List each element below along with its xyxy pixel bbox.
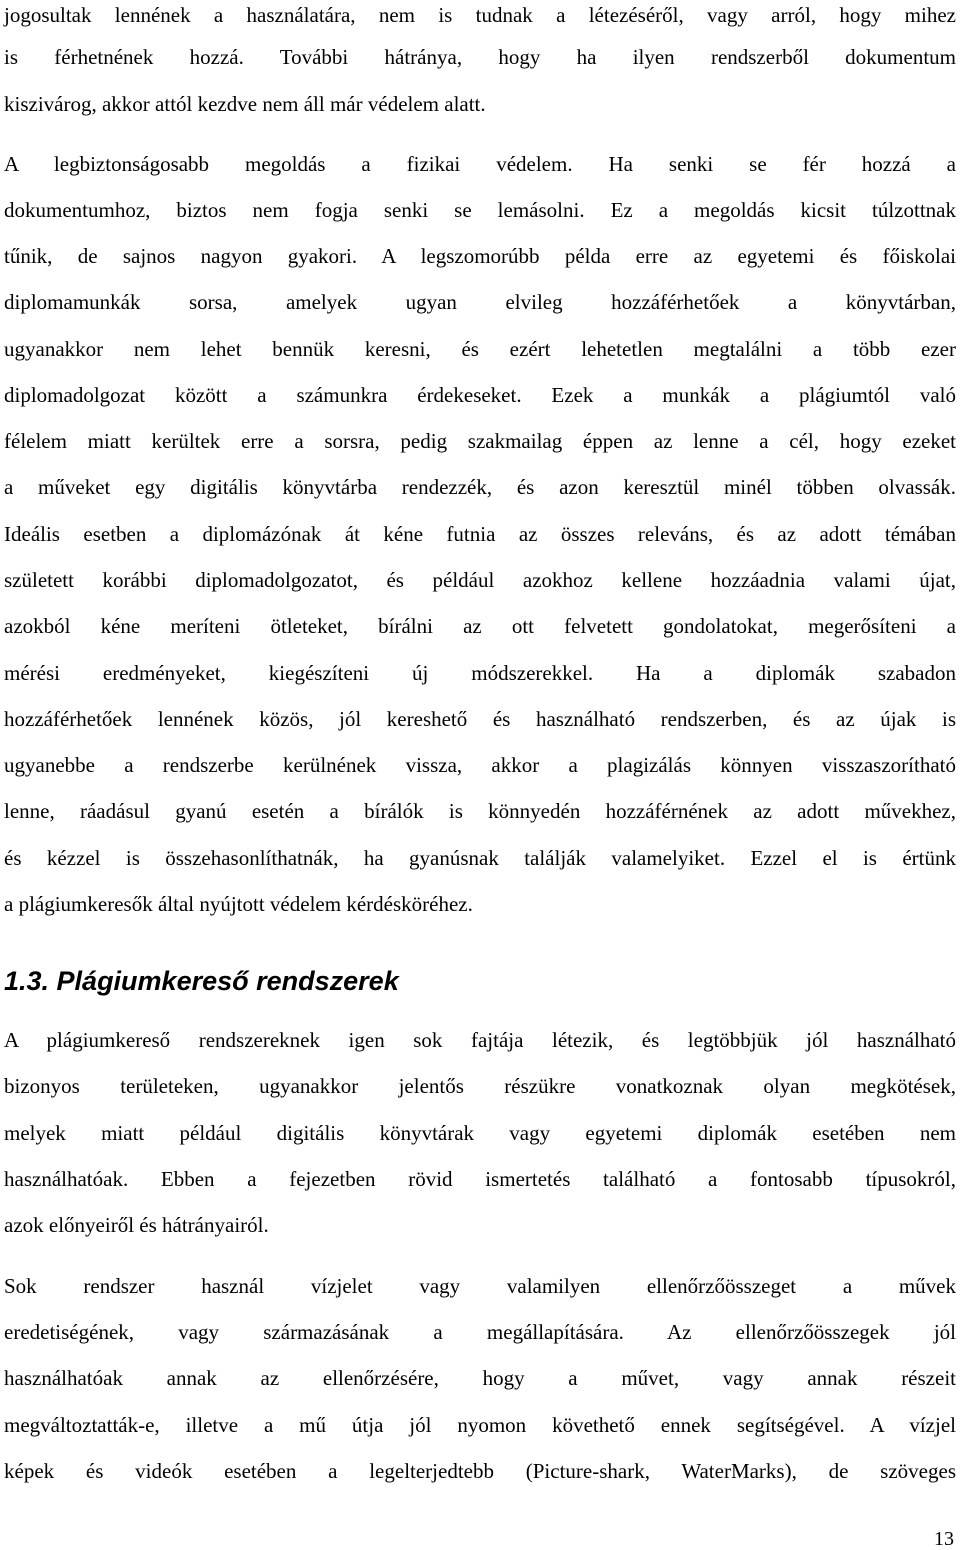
text-line: Ideális esetben a diplomázónak át kéne futnia az összes releváns, és az adott témában — [4, 522, 956, 546]
text-line: képek és videók esetében a legelterjedtebb (Picture-shark, WaterMarks), de szöveges — [4, 1459, 956, 1483]
text-line: lenne, ráadásul gyanú esetén a bírálók is könnyedén hozzáférnének az adott művekhez, — [4, 799, 956, 823]
text-line: ugyanebbe a rendszerbe kerülnének vissza, akkor a plagizálás könnyen visszaszorítható — [4, 753, 956, 777]
text-line: használhatóak. Ebben a fejezetben rövid ismertetés található a fontosabb típusokról, — [4, 1167, 956, 1191]
text-line: melyek miatt például digitális könyvtárak vagy egyetemi diplomák esetében nem — [4, 1121, 956, 1145]
text-line: megváltoztatták-e, illetve a mű útja jól nyomon követhető ennek segítségével. A vízjel — [4, 1413, 956, 1437]
text-line: diplomadolgozat között a számunkra érdekeseket. Ezek a munkák a plágiumtól való — [4, 383, 956, 407]
text-line: ugyanakkor nem lehet bennük keresni, és ezért lehetetlen megtalálni a több ezer — [4, 337, 956, 361]
text-line: tűnik, de sajnos nagyon gyakori. A legszomorúbb példa erre az egyetemi és főiskolai — [4, 244, 956, 268]
text-line: született korábbi diplomadolgozatot, és például azokhoz kellene hozzáadnia valami újat, — [4, 568, 956, 592]
text-line: a plágiumkeresők által nyújtott védelem kérdésköréhez. — [4, 892, 473, 916]
text-line: kiszivárog, akkor attól kezdve nem áll már védelem alatt. — [4, 92, 486, 116]
text-line: mérési eredményeket, kiegészíteni új módszerekkel. Ha a diplomák szabadon — [4, 661, 956, 685]
text-line: azok előnyeiről és hátrányairól. — [4, 1213, 269, 1237]
text-line: félelem miatt kerültek erre a sorsra, pedig szakmailag éppen az lenne a cél, hogy ezeket — [4, 429, 956, 453]
text-line: Sok rendszer használ vízjelet vagy valamilyen ellenőrzőösszeget a művek — [4, 1274, 956, 1298]
text-line: A plágiumkereső rendszereknek igen sok fajtája létezik, és legtöbbjük jól használható — [4, 1028, 956, 1052]
text-line: dokumentumhoz, biztos nem fogja senki se lemásolni. Ez a megoldás kicsit túlzottnak — [4, 198, 956, 222]
text-line: a műveket egy digitális könyvtárba rendezzék, és azon keresztül minél többen olvassák. — [4, 475, 956, 499]
text-line: bizonyos területeken, ugyanakkor jelentős részükre vonatkoznak olyan megkötések, — [4, 1074, 956, 1098]
section-heading: 1.3. Plágiumkereső rendszerek — [4, 966, 399, 996]
text-line: használhatóak annak az ellenőrzésére, hogy a művet, vagy annak részeit — [4, 1366, 956, 1390]
page-number: 13 — [934, 1528, 954, 1550]
text-line: is férhetnének hozzá. További hátránya, hogy ha ilyen rendszerből dokumentum — [4, 45, 956, 69]
text-line: eredetiségének, vagy származásának a megállapítására. Az ellenőrzőösszegek jól — [4, 1320, 956, 1344]
text-line: diplomamunkák sorsa, amelyek ugyan elvileg hozzáférhetőek a könyvtárban, — [4, 290, 956, 314]
text-line: hozzáférhetőek lennének közös, jól kereshető és használható rendszerben, és az újak is — [4, 707, 956, 731]
text-line: azokból kéne meríteni ötleteket, bírálni az ott felvetett gondolatokat, megerősíteni a — [4, 614, 956, 638]
text-line: jogosultak lennének a használatára, nem is tudnak a létezéséről, vagy arról, hogy mihez — [4, 3, 956, 27]
text-line: és kézzel is összehasonlíthatnák, ha gyanúsnak találják valamelyiket. Ezzel el is értünk — [4, 846, 956, 870]
text-line: A legbiztonságosabb megoldás a fizikai védelem. Ha senki se fér hozzá a — [4, 152, 956, 176]
